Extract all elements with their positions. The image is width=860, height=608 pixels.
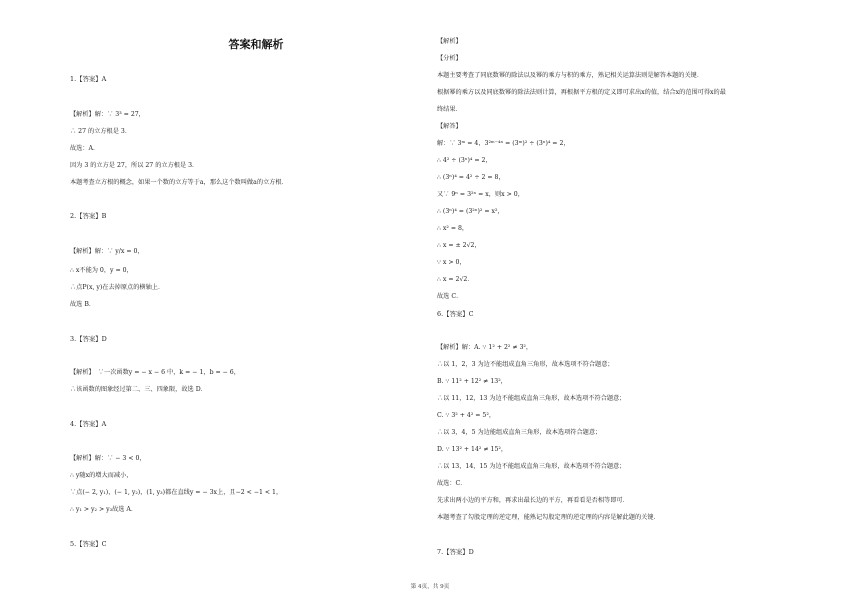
right-text-line: ∴ (3ⁿ)⁴ = (3²ⁿ)² = x²， [437,208,504,215]
left-text-line: 本题考查立方根的概念，如果一个数的立方等于a，那么这个数叫做a的立方根． [70,179,288,186]
right-text-line: 终结果． [437,106,462,113]
right-text-line: 【解析】解：A. ∵ 1² + 2² ≠ 3²， [437,344,533,351]
right-text-line: ∴ x = 2√2． [437,276,474,283]
right-text-line: 先求出两小边的平方和，再求出最长边的平方，再看看是否相等即可． [437,497,629,504]
right-text-line: 又∵ 9ⁿ = 3²ⁿ = x，则x > 0， [437,191,524,198]
right-text-line: ∴ x = ± 2√2， [437,242,481,249]
right-text-line: 故选 C． [437,293,463,300]
right-text-line: 【解析】 [437,38,462,45]
left-text-line: 5.【答案】C [70,540,107,548]
right-text-line: 6.【答案】C [437,310,474,318]
right-text-line: ∴ 4² ÷ (3ⁿ)⁴ = 2， [437,157,492,164]
page-footer: 第 4页，共 9页 [410,584,450,590]
right-text-line: ∴以 3，4，5 为边能组成直角三角形，故本选项符合题意； [437,429,602,436]
right-text-line: ∴以 13，14，15 为边不能组成直角三角形，故本选项不符合题意； [437,463,626,470]
right-text-line: ∴以 1，2，3 为边不能组成直角三角形，故本选项不符合题意； [437,361,614,368]
right-text-line: ∴以 11，12，13 为边不能组成直角三角形，故本选项不符合题意； [437,395,626,402]
right-text-line: 本题主要考查了同底数幂的除法以及幂的乘方与积的乘方，熟记相关运算法则是解答本题的关键． [437,72,704,79]
left-text-line: 1.【答案】A [70,75,107,83]
left-text-line: 3.【答案】D [70,335,107,343]
right-text-line: D. ∵ 13² + 14² ≠ 15²， [437,446,508,453]
left-text-line: 故选 B． [70,301,96,308]
right-text-line: 解：∵ 3ᵐ = 4，3²ᵐ⁻⁴ⁿ = (3ᵐ)² ÷ (3ⁿ)⁴ = 2， [437,140,570,147]
left-text-line: 2.【答案】B [70,212,107,220]
left-text-line: 故选：A． [70,145,100,152]
right-text-line: 【分析】 [437,55,462,62]
right-text-line: ∴ x² = 8， [437,225,469,232]
left-text-line: ∴ 27 的立方根是 3． [70,128,132,135]
right-text-line: 【解答】 [437,123,462,130]
left-text-line: ∴ y随x的增大而减小， [70,472,133,479]
left-text-line: 【解析】解：∵ y/x = 0， [70,248,144,255]
left-text-line: 【解析】解：∵ − 3 < 0， [70,455,146,462]
right-text-line: ∴ (3ⁿ)⁴ = 4² ÷ 2 = 8， [437,174,505,181]
right-text-line: 本题考查了勾股定理的逆定理，能熟记勾股定理的逆定理的内容是解此题的关键． [437,514,660,521]
right-text-line: 根据幂的乘方以及同底数幂的除法法则计算，再根据平方根的定义即可求出x的值，结合x的范围可得x的最 [437,89,726,96]
left-text-line: ∵点(− 2, y₁)，(− 1, y₂)，(1, y₃)都在直线y = − 3x上，且−2 < −1 < 1， [70,489,283,496]
left-text-line: ∴ y₁ > y₂ > y₃故选 A． [70,506,138,513]
right-text-line: B. ∵ 11² + 12² ≠ 13²， [437,378,507,385]
page-title: 答案和解析 [228,38,284,51]
right-text-line: ∵ x > 0， [437,259,466,266]
left-text-line: 因为 3 的立方是 27，所以 27 的立方根是 3． [70,162,199,169]
left-text-line: 【解析】 ∵一次函数y = − x − 6 中，k = − 1，b = − 6， [70,369,240,376]
right-text-line: C. ∵ 3² + 4² = 5²， [437,412,496,419]
right-text-line: 故选：C． [437,480,467,487]
left-text-line: ∴点P(x, y)在去掉原点的横轴上． [70,284,165,291]
left-text-line: ∴该函数的图象经过第二、三、四象限，故选 D． [70,386,207,393]
left-text-line: 【解析】解：∵ 3³ = 27， [70,111,145,118]
left-text-line: ∴ x不能为 0，y = 0， [70,267,133,274]
right-text-line: 7.【答案】D [437,548,474,556]
left-text-line: 4.【答案】A [70,420,107,428]
